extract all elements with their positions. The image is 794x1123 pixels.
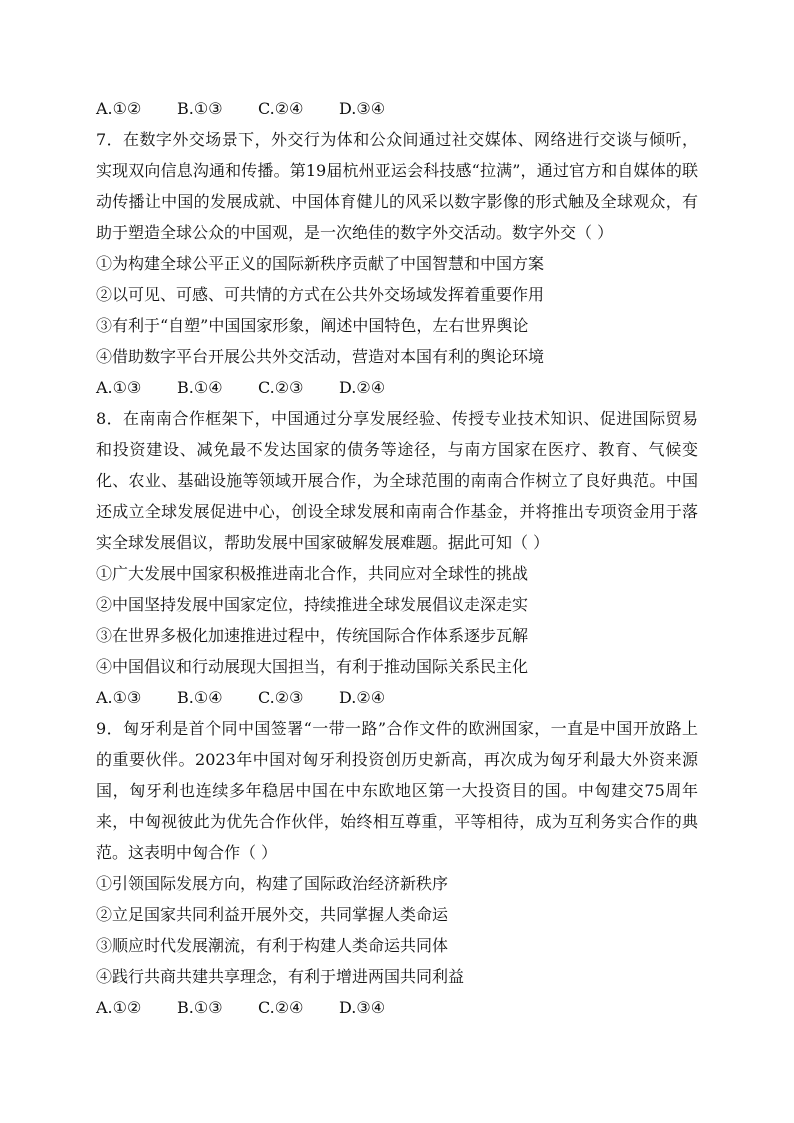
statement-3: ③有利于“自塑”中国国家形象，阐述中国特色，左右世界舆论	[96, 316, 529, 335]
statement-3: ③在世界多极化加速推进过程中，传统国际合作体系逐步瓦解	[96, 626, 529, 645]
question-stem: 8．在南南合作框架下，中国通过分享发展经验、传授专业技术知识、促进国际贸易和投资建设、减免最不发达国家的债务等途径，与南方国家在医疗、教育、气候变化、农业、基础设施等领域开展合作，为全球范围的南南合作树立了良好典范。中国还成立全球发展促进中心，创设全球发展和南南合作基金，并将推出专项资金用于落实全球发展倡议，帮助发展中国家破解发展难题。据此可知（ ）	[96, 409, 698, 552]
question-7	[96, 124, 698, 403]
option-b[interactable]: B.①③	[177, 998, 223, 1017]
answer-options	[96, 372, 698, 403]
option-d[interactable]: D.②④	[339, 378, 386, 397]
q6-options	[96, 93, 698, 124]
option-b[interactable]: B.①④	[177, 378, 223, 397]
question-stem: 9．匈牙利是首个同中国签署“一带一路”合作文件的欧洲国家，一直是中国开放路上的重要伙伴。2023年中国对匈牙利投资创历史新高，再次成为匈牙利最大外资来源国，匈牙利也连续多年稳居中国在中东欧地区第一大投资目的国。中匈建交75周年来，中匈视彼此为优先合作伙伴，始终相互尊重，平等相待，成为互利务实合作的典范。这表明中匈合作（ ）	[96, 719, 698, 862]
answer-options	[96, 992, 698, 1023]
statement-2: ②中国坚持发展中国家定位，持续推进全球发展倡议走深走实	[96, 595, 529, 614]
statement-1: ①广大发展中国家积极推进南北合作，共同应对全球性的挑战	[96, 564, 529, 583]
exam-page	[96, 93, 698, 1023]
statement-2: ②以可见、可感、可共情的方式在公共外交场域发挥着重要作用	[96, 285, 545, 304]
answer-options	[96, 682, 698, 713]
option-a[interactable]: A.①③	[96, 688, 142, 707]
statement-4: ④践行共商共建共享理念，有利于增进两国共同利益	[96, 967, 465, 986]
option-a[interactable]: A.①②	[96, 998, 142, 1017]
option-d[interactable]: D.③④	[339, 998, 386, 1017]
statement-4: ④中国倡议和行动展现大国担当，有利于推动国际关系民主化	[96, 657, 529, 676]
option-b[interactable]: B.①④	[177, 688, 223, 707]
option-c[interactable]: C.②③	[258, 378, 304, 397]
statement-2: ②立足国家共同利益开展外交，共同掌握人类命运	[96, 905, 449, 924]
option-b[interactable]: B.①③	[177, 99, 223, 118]
option-a[interactable]: A.①③	[96, 378, 142, 397]
statement-3: ③顺应时代发展潮流，有利于构建人类命运共同体	[96, 936, 449, 955]
statement-4: ④借助数字平台开展公共外交活动，营造对本国有利的舆论环境	[96, 347, 545, 366]
question-stem: 7．在数字外交场景下，外交行为体和公众间通过社交媒体、网络进行交谈与倾听，实现双向信息沟通和传播。第19届杭州亚运会科技感“拉满”，通过官方和自媒体的联动传播让中国的发展成就、中国体育健儿的风采以数字影像的形式触及全球观众，有助于塑造全球公众的中国观，是一次绝佳的数字外交活动。数字外交（ ）	[96, 130, 698, 242]
option-d[interactable]: D.②④	[339, 688, 386, 707]
question-9	[96, 713, 698, 1023]
question-8	[96, 403, 698, 713]
statement-1: ①为构建全球公平正义的国际新秩序贡献了中国智慧和中国方案	[96, 254, 545, 273]
option-c[interactable]: C.②③	[258, 688, 304, 707]
option-c[interactable]: C.②④	[258, 99, 304, 118]
option-d[interactable]: D.③④	[339, 99, 386, 118]
option-c[interactable]: C.②④	[258, 998, 304, 1017]
option-a[interactable]: A.①②	[96, 99, 142, 118]
statement-1: ①引领国际发展方向，构建了国际政治经济新秩序	[96, 874, 449, 893]
